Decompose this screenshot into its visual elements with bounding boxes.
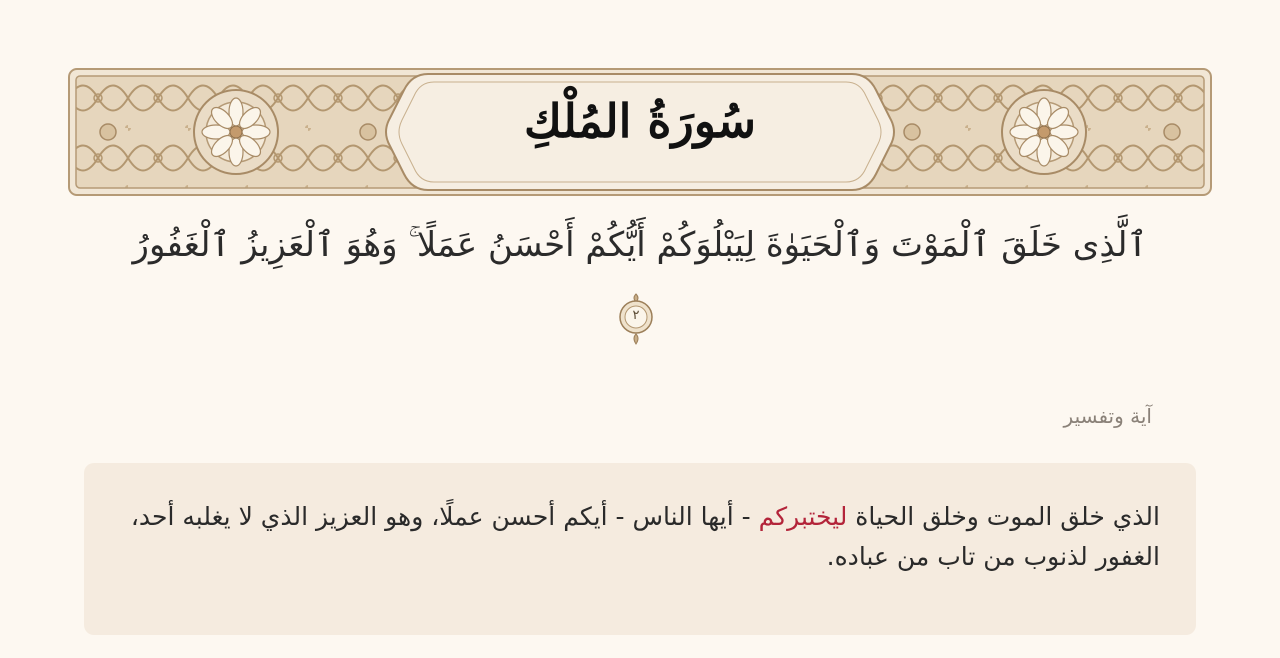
surah-title: سُورَةُ المُلْكِ [523,94,757,148]
tafsir-card [84,463,1196,635]
ayah-number-marker [617,292,655,346]
tafsir-text[interactable] [120,497,1160,577]
section-label: آية وتفسير [1063,404,1152,428]
surah-banner [68,68,1212,196]
ayah-number: ٢ [632,308,640,323]
ayah-text[interactable]: ٱلَّذِى خَلَقَ ٱلْمَوْتَ وَٱلْحَيَوٰةَ لِيَبْلُوَكُمْ أَيُّكُمْ أَحْسَنُ عَمَلًا ۚ وَهُوَ ٱلْعَزِيزُ ٱلْغَفُورُ [132,225,1148,265]
tafsir-highlight-word: ليختبركم [758,502,848,531]
tafsir-text-end: - أيها الناس - أيكم أحسن عملًا، وهو العزيز الذي لا يغلبه أحد، الغفور لذنوب من تاب من عباده. [130,502,1160,571]
tafsir-text-start: الذي خلق الموت وخلق الحياة [847,502,1160,531]
